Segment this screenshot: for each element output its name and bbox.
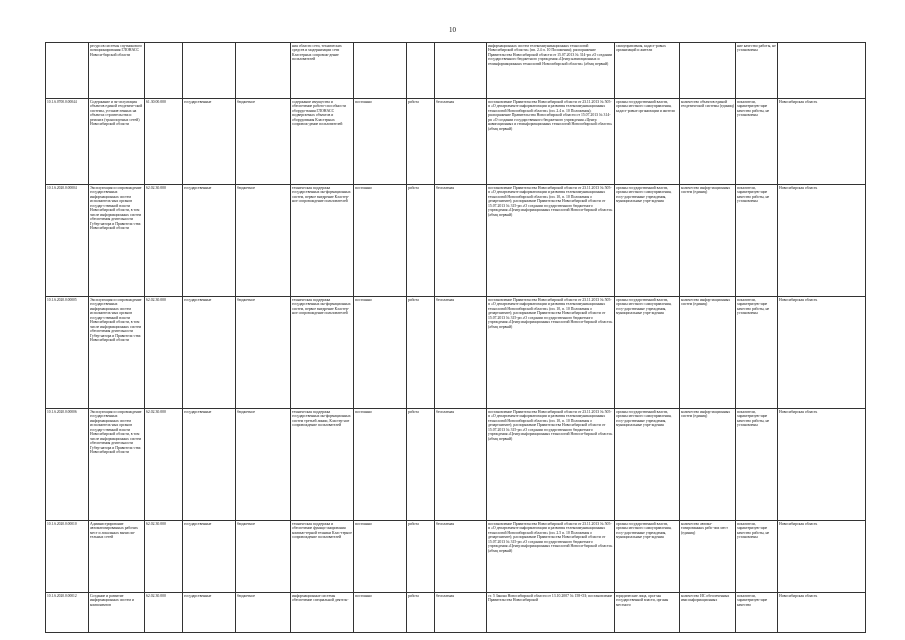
cell-territory: Новосибирская область bbox=[778, 521, 866, 593]
cell-basis: ст. 5 Закона Новосибирской области от 13.10.2007 № 158-ОЗ; постановление Правительства Новосибирской bbox=[487, 593, 615, 633]
cell-pay: бесплатная bbox=[435, 521, 487, 593]
cell-kind bbox=[407, 43, 435, 99]
cell-name: Содержание и эк-сплуатация объектов единой геодезиче-ской системы, установ-ленных на объектах строительства и ремонта (транспортных сетей) Новосибирской области bbox=[89, 99, 145, 185]
cell-basis: постановление Правительства Новосибирской области от 23.11.2013 № 505-п «О департаменте информатизации и развития телекоммуникационных технологий Новосибирской области» (пп. 2.4 п. 10 Положения); распоряжение Правительства Новосибирской области от 15.07.2013 № 314-рп «О создании государственного бюджетного учреждения «Центр навигационных и геоинформационных технологий Новосибирской области» (абзац первый) bbox=[487, 99, 615, 185]
cell-content: содержание имущества и обеспечение работо-способности оборудо-вания ГЛОНАСС подвергаемых объектов и оборудования Кластерных сопровож-дение пользователей bbox=[291, 99, 354, 185]
cell-status: государственные bbox=[183, 409, 236, 521]
cell-kind: работа bbox=[407, 185, 435, 297]
registry-table-sheet bbox=[45, 42, 865, 633]
cell-code: 10.1.6.2020.0.00006 bbox=[46, 409, 89, 521]
cell-freq: постоянно bbox=[354, 521, 407, 593]
cell-indicator2: показатели, характеризую-щие качество bbox=[736, 593, 778, 633]
cell-okved: 62.02.30.000 bbox=[145, 409, 183, 521]
cell-kind: работа bbox=[407, 593, 435, 633]
cell-name: Создание и развитие информационных систем и компонентов bbox=[89, 593, 145, 633]
cell-consumers: юридические лица, орга-ны государственной власти, органы местного bbox=[615, 593, 680, 633]
table-row bbox=[46, 521, 866, 593]
cell-finance: бюджетное bbox=[236, 593, 291, 633]
cell-consumers: органы государственной власти, органы местного самоуправления, госу-дарственные учреждения, муниципальные учре-ждения bbox=[615, 521, 680, 593]
cell-finance: бюджетное bbox=[236, 99, 291, 185]
cell-okved bbox=[145, 43, 183, 99]
cell-pay: бесплатная bbox=[435, 593, 487, 633]
cell-name: ресурсов системы спутникового позиционирования ГЛОНАСС Новоси-бирской области bbox=[89, 43, 145, 99]
cell-code: 10.1.6.0700.0.00044 bbox=[46, 99, 89, 185]
cell-kind: работа bbox=[407, 409, 435, 521]
cell-kind: работа bbox=[407, 297, 435, 409]
page-number: 10 bbox=[449, 26, 456, 34]
cell-consumers: органы государственной власти, органы местного самоуправления, госу-дарственные учреждения, муниципальные учре-ждения bbox=[615, 185, 680, 297]
table-row bbox=[46, 297, 866, 409]
cell-indicator2: показатели, характеризую-щие качество работы, не установлены bbox=[736, 409, 778, 521]
cell-basis: постановление Правительства Новосибирской области от 23.11.2013 № 505-п «О департаменте информатизации и развития телекоммуникационных технологий Новосибирской области» (пп. 10, п. 10 Положения о департаменте); распоряжение Правительства Новосибирской области от 15.07.2013 № 315-рп «О создании государственного бюджетного учреждения «Центр информационных технологий Новоси-бирской области» (абзац первый) bbox=[487, 409, 615, 521]
cell-pay: бесплатная bbox=[435, 99, 487, 185]
cell-freq: постоянно bbox=[354, 593, 407, 633]
cell-territory: Новосибирская область bbox=[778, 593, 866, 633]
cell-status bbox=[183, 43, 236, 99]
cell-okved: 62.02.30.000 bbox=[145, 185, 183, 297]
cell-territory bbox=[778, 43, 866, 99]
cell-kind: работа bbox=[407, 521, 435, 593]
cell-status: государственные bbox=[183, 593, 236, 633]
cell-kind: работа bbox=[407, 99, 435, 185]
cell-finance: бюджетное bbox=[236, 409, 291, 521]
cell-indicator2: показатели, характеризую-щие качество работы, не установлены bbox=[736, 99, 778, 185]
cell-territory: Новосибирская область bbox=[778, 99, 866, 185]
cell-freq: постоянно bbox=[354, 409, 407, 521]
cell-finance: бюджетное bbox=[236, 297, 291, 409]
cell-pay: бесплатная bbox=[435, 409, 487, 521]
cell-consumers: органы государственной власти, органы местного самоуправления, кадаст-ровые организации и жители bbox=[615, 99, 680, 185]
cell-basis: информационных систем телекоммуникационных технологий Новосибирской области» (пп. 2.4 п. 10 Положения); распоряжение Правительства Новосибирской области от 15.07.2013 № 314-рп «О создании государственного бюджетного учреждения «Центр навигационных и геоинформационных технологий Новосибирской области» (абзац первый) bbox=[487, 43, 615, 99]
table-row bbox=[46, 593, 866, 633]
cell-indicators: количество автома-тизированных рабо-чих мест (единиц) bbox=[680, 521, 736, 593]
cell-finance: бюджетное bbox=[236, 521, 291, 593]
cell-territory: Новосибирская область bbox=[778, 409, 866, 521]
cell-indicators: количество ИС обеспеченных ими информационных bbox=[680, 593, 736, 633]
cell-freq: постоянно bbox=[354, 297, 407, 409]
cell-indicators: количество инфор-мационных систем (единиц) bbox=[680, 297, 736, 409]
cell-basis: постановление Правительства Новосибирской области от 23.11.2013 № 505-п «О департаменте информатизации и развития телекоммуникационных технологий Новосибирской области» (пп. 10, п. 10 Положения о департаменте); распоряжение Правительства Новосибирской области от 15.07.2013 № 315-рп «О создании государственного бюджетного учреждения «Центр информационных технологий Новоси-бирской области» (абзац первый) bbox=[487, 185, 615, 297]
table-row bbox=[46, 185, 866, 297]
cell-indicators: количество инфор-мационных систем (единиц) bbox=[680, 185, 736, 297]
cell-indicator2: ние качество работы, не установлены bbox=[736, 43, 778, 99]
cell-indicator2: показатели, характеризую-щие качество работы, не установлены bbox=[736, 521, 778, 593]
cell-content: техническая поддержка государственных ин-формационных систем, первое внедрение Кластер-ное сопровождение пользователей bbox=[291, 185, 354, 297]
cell-code: 10.1.6.2020.0.00004 bbox=[46, 185, 89, 297]
cell-okved: 62.02.30.000 bbox=[145, 593, 183, 633]
cell-status: государственные bbox=[183, 297, 236, 409]
table-row bbox=[46, 43, 866, 99]
cell-status: государственные bbox=[183, 521, 236, 593]
cell-finance: бюджетное bbox=[236, 185, 291, 297]
cell-content: техническая поддержка государственных ин-формационных систем, первое внедрение Кластер-ное сопровождение пользователей bbox=[291, 297, 354, 409]
cell-basis: постановление Правительства Новосибирской области от 23.11.2013 № 505-п «О департаменте информатизации и развития телекоммуникационных технологий Новосибирской области» (пп. 10, п. 10 Положения о департаменте); распоряжение Правительства Новосибирской области от 15.07.2013 № 315-рп «О создании государственного бюджетного учреждения «Центр информационных технологий Новоси-бирской области» (абзац первый) bbox=[487, 297, 615, 409]
cell-basis: постановление Правительства Новосибирской области от 23.11.2013 № 505-п «О департаменте информатизации и развития телекоммуникационных технологий Новосибирской области» (пп. 2.5 п. 10 Положения о департаменте); распоряжение Правительства Новосибирской области от 15.07.2013 № 315-рп «О создании государственного бюджетного учреждения «Центр информационных технологий Новоси-бирской области» (абзац первый) bbox=[487, 521, 615, 593]
table-row bbox=[46, 409, 866, 521]
cell-status: государственные bbox=[183, 185, 236, 297]
cell-freq: постоянно bbox=[354, 99, 407, 185]
cell-indicator2: показатели, характеризую-щие качество работы, не установлены bbox=[736, 297, 778, 409]
cell-pay: бесплатная bbox=[435, 185, 487, 297]
cell-freq bbox=[354, 43, 407, 99]
cell-pay: бесплатная bbox=[435, 297, 487, 409]
cell-freq: постоянно bbox=[354, 185, 407, 297]
cell-name: Эксплуатация и сопровождение государственных информационных систем исполнитель-ных органов государ-ственной власти Новосибирской области, в том числе информационных систем обеспечения деятельности Губер-натора и Правитель-ства Новосибирской области bbox=[89, 185, 145, 297]
cell-code bbox=[46, 43, 89, 99]
cell-finance bbox=[236, 43, 291, 99]
registry-table bbox=[45, 42, 866, 633]
cell-indicators: количество объектов единой геодезической системы (единиц) bbox=[680, 99, 736, 185]
cell-territory: Новосибирская область bbox=[778, 297, 866, 409]
cell-indicator2: показатели, характеризую-щие качество работы, не установлены bbox=[736, 185, 778, 297]
cell-code: 10.1.6.2020.0.00012 bbox=[46, 593, 89, 633]
cell-consumers: органы государственной власти, органы местного самоуправления, госу-дарственные учреждения, муниципальные учре-ждения bbox=[615, 409, 680, 521]
table-row bbox=[46, 99, 866, 185]
cell-okved: 61.30.00.000 bbox=[145, 99, 183, 185]
cell-indicators: количество инфор-мационных систем (единиц) bbox=[680, 409, 736, 521]
cell-consumers: органы государственной власти, органы местного самоуправления, госу-дарственные учреждения, муниципальные учре-ждения bbox=[615, 297, 680, 409]
cell-content: ния области сети, технических средств и модернизации сети Кластерных сопровож-дение пользователей bbox=[291, 43, 354, 99]
cell-name: Администрирование автоматизированных рабочих мест и локальных вычисли-тельных сетей bbox=[89, 521, 145, 593]
cell-content: техническая поддержка и обеспечение функци-онирования компью-терной техники Клас-терное сопровождение пользователей bbox=[291, 521, 354, 593]
cell-pay bbox=[435, 43, 487, 99]
cell-okved: 62.02.30.000 bbox=[145, 297, 183, 409]
cell-content: техническая поддержка государственных ин-формационных систем третьей линии, Кластер-ное сопровождение пользователей bbox=[291, 409, 354, 521]
cell-consumers: самоуправления, кадаст-ровых организаций и жители bbox=[615, 43, 680, 99]
cell-code: 10.1.6.2020.0.00010 bbox=[46, 521, 89, 593]
cell-code: 10.1.6.2020.0.00005 bbox=[46, 297, 89, 409]
cell-indicators bbox=[680, 43, 736, 99]
cell-status: государственные bbox=[183, 99, 236, 185]
cell-name: Эксплуатация и сопровождение государственных информационных систем исполнитель-ных органов государ-ственной власти Новосибирской области, в том числе информационных систем обеспечения деятельности Губер-натора и Правитель-ства Новосибирской области bbox=[89, 297, 145, 409]
cell-content: информационные системы обеспечение специальной деятель- bbox=[291, 593, 354, 633]
cell-territory: Новосибирская область bbox=[778, 185, 866, 297]
cell-name: Эксплуатация и сопровождение государственных информационных систем исполнитель-ных органов государ-ственной власти Новосибирской области, в том числе информационных систем обеспечения деятельности Губер-натора и Правитель-ства Новосибирской области bbox=[89, 409, 145, 521]
cell-okved: 62.02.30.000 bbox=[145, 521, 183, 593]
